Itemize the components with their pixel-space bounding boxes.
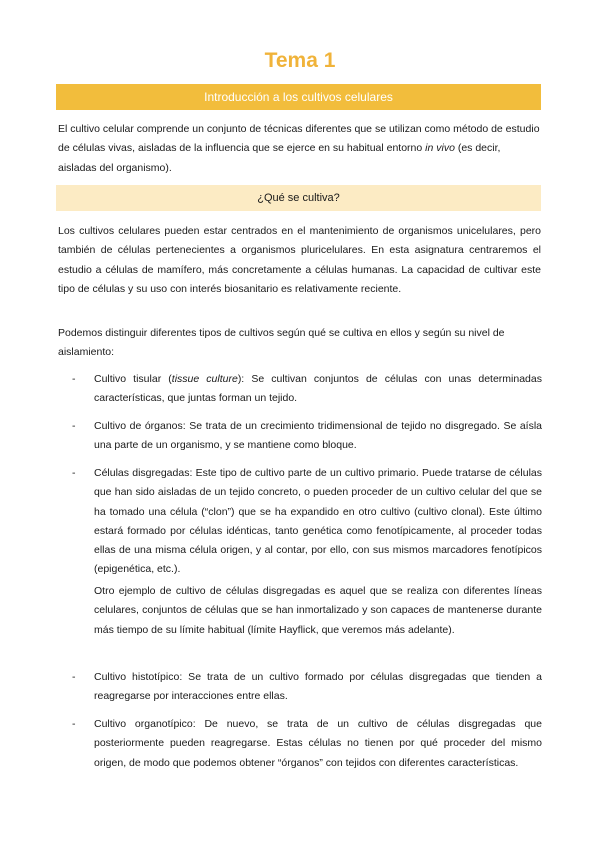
list-item-text-part: Cultivo tisular (: [94, 373, 172, 385]
intro-italic: in vivo: [425, 142, 455, 155]
bullet-dash: -: [72, 373, 76, 385]
section-title-banner: Introducción a los cultivos celulares: [56, 84, 541, 110]
list-item-histotipico: [72, 668, 542, 707]
list-item-organotipico: [72, 715, 542, 773]
list-item-text: Cultivo de órganos: Se trata de un crecimiento tridimensional de tejido no disgregado. Se aísla una parte de un organismo, y se mantiene como bloque.: [94, 420, 542, 452]
bullet-dash: -: [72, 671, 76, 683]
subsection-title-banner: ¿Qué se cultiva?: [56, 185, 541, 211]
list-item-text-part: ): Se cultivan conjuntos de células con unas determinadas características, que juntas forman un tejido.: [94, 373, 542, 405]
page-title: Tema 1: [264, 49, 336, 72]
list-item-disgregadas: [72, 464, 542, 580]
list-item-text: Cultivo organotípico: De nuevo, se trata de un cultivo de células disgregadas que posteriormente pueden reagregarse. Estas células no tienen por qué proceder del mismo origen, de modo que podemos obtener “órganos” con tejidos con diferentes características.: [94, 718, 542, 769]
list-item-italic: tissue culture: [171, 373, 238, 385]
list-item-organos: [72, 417, 542, 456]
intro-text-before: El cultivo celular comprende un conjunto de técnicas diferentes que se utilizan como método de estudio de células vivas, aisladas de la influencia que se ejerce en su habitual entorno: [58, 123, 540, 155]
intro-text-after: (es decir, aisladas del organismo).: [58, 142, 501, 174]
paragraph-cultivos: Los cultivos celulares pueden estar centrados en el mantenimiento de organismos unicelulares, pero también de células pertenecientes a organismos pluricelulares. En esta asignatura centraremos el estudio a células de mamífero, más concretamente a células humanas. La capacidad de cultivar este tipo de células y su uso con interés biosanitario es relativamente reciente.: [58, 225, 541, 295]
list-item-tisular: [72, 370, 542, 409]
bullet-dash: -: [72, 718, 76, 730]
list-item-text: Células disgregadas: Este tipo de cultivo parte de un cultivo primario. Puede tratarse de células que han sido aisladas de un tejido concreto, o pueden proceder de un cultivo celular del que se ha tomado una célula (“clon”) que se ha expandido en otro cultivo (cultivo clonal). Este último estará formado por células idénticas, tanto genética como fenotípicamente, al proceder todas ellas de una misma célula origen, y al contar, por ello, con sus mismos marcadores fenotípicos (epigenética, etc.).: [94, 467, 542, 576]
list-item-text: Cultivo histotípico: Se trata de un cultivo formado por células disgregadas que tienden a reagregarse por interacciones entre ellas.: [94, 671, 542, 703]
list-item-text: [94, 370, 542, 409]
paragraph-tipos: Podemos distinguir diferentes tipos de cultivos según qué se cultiva en ellos y según su nivel de aislamiento:: [58, 327, 505, 359]
list-item-continuation: Otro ejemplo de cultivo de células disgregadas es aquel que se realiza con diferentes líneas celulares, conjuntos de células que se han inmortalizado y son capaces de mantenerse durante más tiempo de su límite habitual (límite Hayflick, que veremos más adelante).: [94, 585, 542, 636]
bullet-dash: -: [72, 420, 76, 432]
bullet-dash: -: [72, 467, 76, 479]
intro-paragraph: [58, 120, 541, 178]
